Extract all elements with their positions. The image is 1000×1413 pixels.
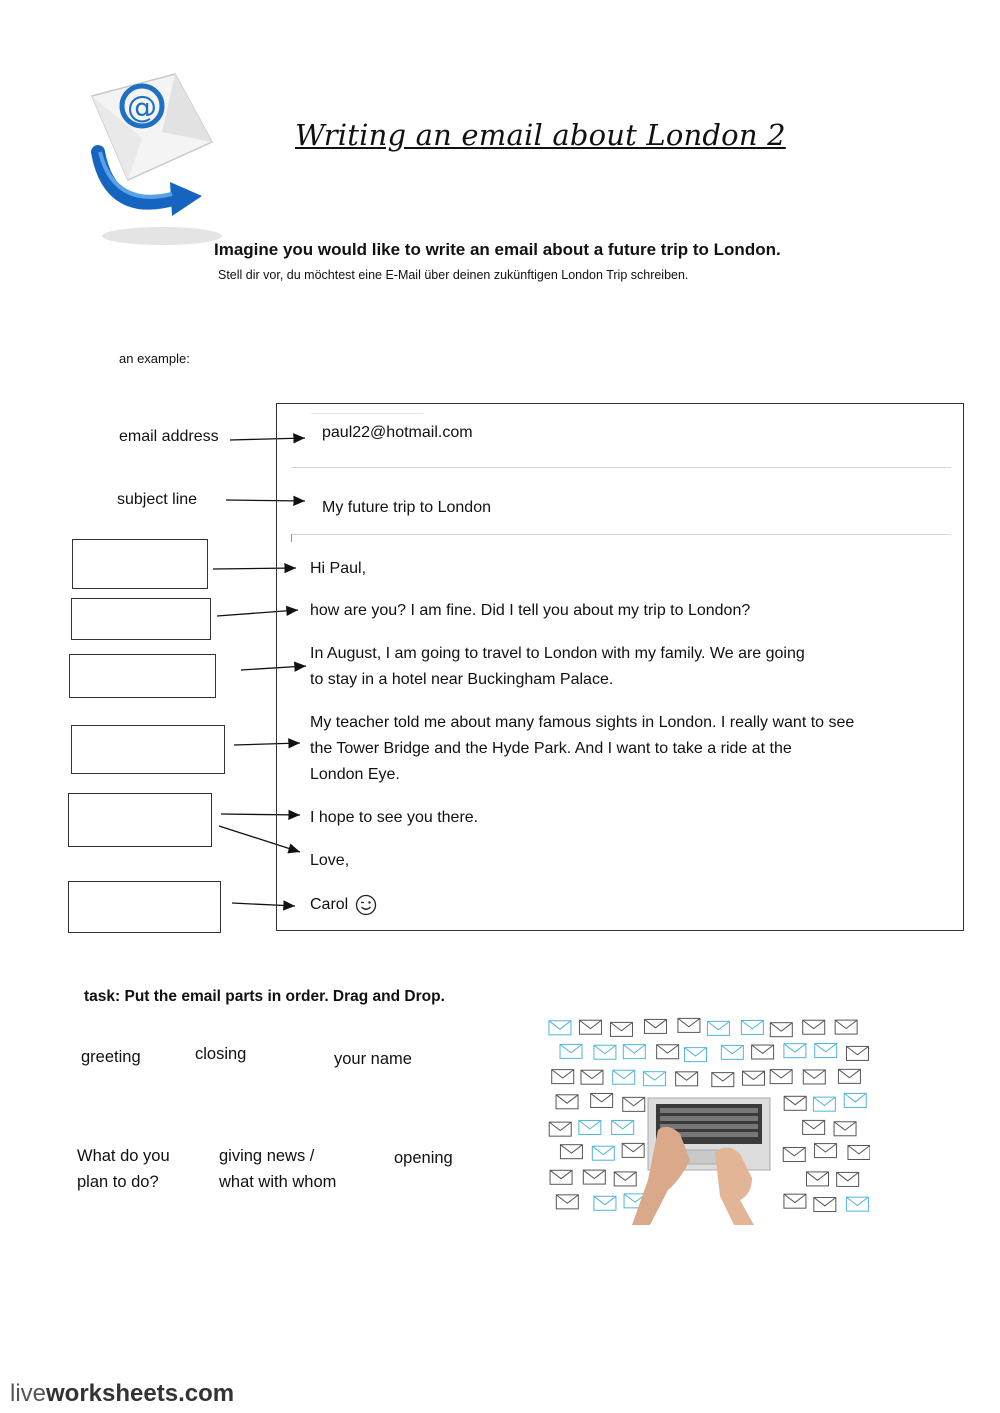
footer-worksheets-text: worksheets.com xyxy=(46,1380,235,1407)
email-closing-line-2: Love, xyxy=(310,852,350,869)
option-plan[interactable] xyxy=(77,1143,170,1195)
email-news-line-2: to stay in a hotel near Buckingham Palace. xyxy=(310,671,614,688)
option-news-line-2: what with whom xyxy=(219,1173,337,1191)
page-title: Writing an email about London 2 xyxy=(295,118,786,152)
email-opening-text: how are you? I am fine. Did I tell you about my trip to London? xyxy=(310,602,751,619)
liveworksheets-logo xyxy=(10,1380,234,1408)
laptop-envelopes-image xyxy=(540,1010,870,1225)
example-label: an example: xyxy=(119,351,190,366)
winking-smiley-icon xyxy=(355,894,377,921)
svg-text:@: @ xyxy=(127,90,157,125)
divider xyxy=(291,467,951,468)
option-news-line-1: giving news / xyxy=(219,1147,315,1165)
email-greeting-text: Hi Paul, xyxy=(310,560,367,577)
option-plan-line-2: plan to do? xyxy=(77,1173,159,1191)
email-address-value: paul22@hotmail.com xyxy=(322,424,473,441)
email-sender-name: Carol xyxy=(310,896,349,913)
task-instruction: task: Put the email parts in order. Drag and Drop. xyxy=(84,988,445,1005)
footer-live-text: live xyxy=(10,1380,47,1407)
intro-german: Stell dir vor, du möchtest eine E-Mail über deinen zukünftigen London Trip schreiben. xyxy=(218,268,689,282)
email-address-label: email address xyxy=(119,428,219,445)
email-plans-line-1: My teacher told me about many famous sights in London. I really want to see xyxy=(310,714,855,731)
option-news[interactable] xyxy=(219,1143,336,1195)
divider xyxy=(291,534,951,535)
divider xyxy=(311,413,423,414)
option-greeting[interactable]: greeting xyxy=(81,1048,141,1066)
email-subject-value: My future trip to London xyxy=(322,499,491,516)
option-opening[interactable]: opening xyxy=(394,1149,453,1167)
option-closing[interactable]: closing xyxy=(195,1045,247,1063)
option-your-name[interactable]: your name xyxy=(334,1050,412,1068)
email-closing-line-1: I hope to see you there. xyxy=(310,809,479,826)
subject-line-label: subject line xyxy=(117,491,198,508)
email-plans-line-2: the Tower Bridge and the Hyde Park. And I want to take a ride at the xyxy=(310,740,792,757)
intro-english: Imagine you would like to write an email about a future trip to London. xyxy=(214,240,781,259)
divider xyxy=(291,534,292,542)
option-plan-line-1: What do you xyxy=(77,1147,170,1165)
email-news-line-1: In August, I am going to travel to London with my family. We are going xyxy=(310,645,805,662)
email-plans-line-3: London Eye. xyxy=(310,766,400,783)
